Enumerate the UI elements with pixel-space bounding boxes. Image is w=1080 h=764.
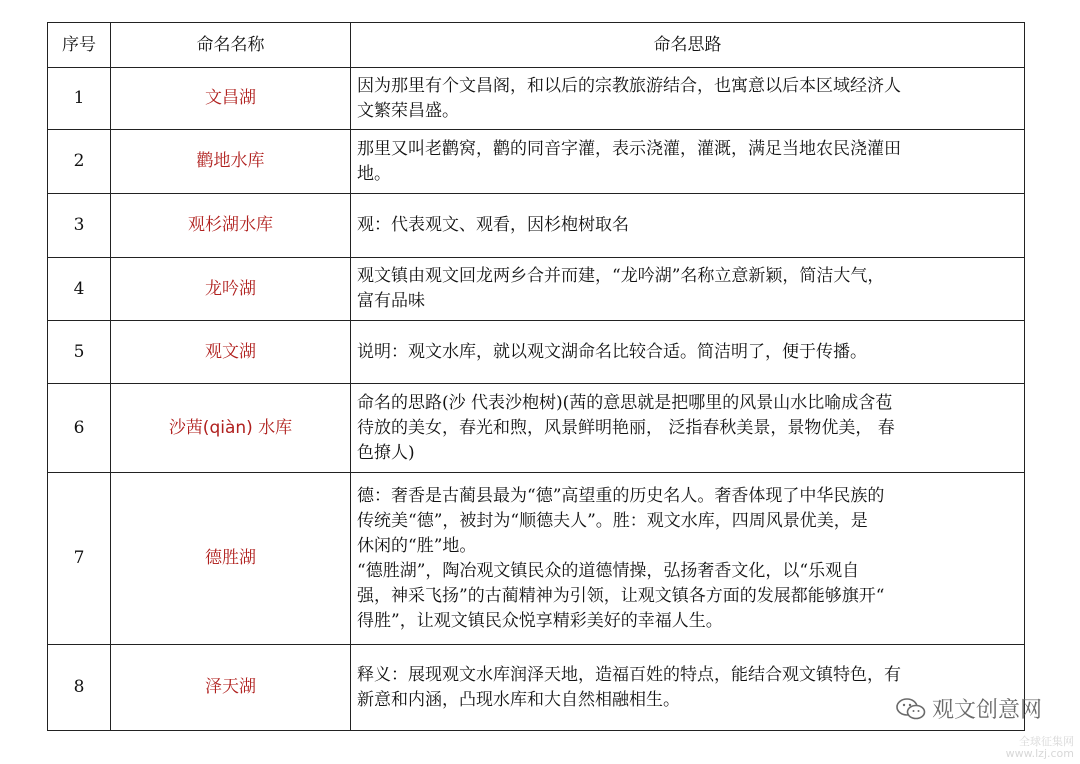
table-row (48, 68, 1025, 130)
header-idea: 命名思路 (351, 23, 1025, 68)
idea-line: 文繁荣昌盛。 (357, 100, 459, 121)
table-row (48, 130, 1025, 194)
row-number: 1 (48, 68, 111, 130)
row-idea (351, 194, 1025, 258)
site-mark (1006, 736, 1074, 760)
idea-line: 德：奢香是古蔺县最为“德”高望重的历史名人。奢香体现了中华民族的 (357, 485, 885, 506)
idea-line: 得胜”，让观文镇民众悦享精彩美好的幸福人生。 (357, 610, 723, 631)
idea-line: 释义：展现观文水库润泽天地，造福百姓的特点，能结合观文镇特色，有 (357, 664, 901, 685)
site-mark-line2: www.lzj.com (1005, 747, 1074, 760)
idea-line: 观文镇由观文回龙两乡合并而建，“龙吟湖”名称立意新颖，简洁大气， (357, 266, 885, 286)
idea-line: 那里又叫老鹳窝，鹳的同音字灌，表示浇灌，灌溉，满足当地农民浇灌田 (357, 138, 901, 159)
header-number: 序号 (48, 23, 111, 68)
idea-line: 新意和内涵，凸现水库和大自然相融相生。 (357, 689, 680, 710)
watermark-text: 观文创意网 (931, 698, 1042, 723)
row-number: 4 (48, 258, 111, 321)
row-number: 8 (48, 645, 111, 731)
site-mark-line1: 全球征集网 (1019, 735, 1074, 748)
row-name: 观杉湖水库 (111, 194, 351, 258)
idea-line: 命名的思路(沙 代表沙枹树)(茜的意思就是把哪里的风景山水比喻成含苞 (357, 392, 893, 413)
row-number: 5 (48, 321, 111, 384)
idea-line: 休闲的“胜”地。 (357, 535, 477, 556)
row-idea (351, 130, 1025, 194)
idea-line: 强，神采飞扬”的古蔺精神为引领，让观文镇各方面的发展都能够旗开“ (357, 585, 885, 606)
header-row (48, 23, 1025, 68)
idea-line: 说明：观文水库，就以观文湖命名比较合适。简洁明了，便于传播。 (357, 341, 867, 362)
idea-line: 传统美“德”，被封为“顺德夫人”。胜：观文水库，四周风景优美，是 (357, 510, 868, 531)
table-row (48, 384, 1025, 473)
table-row (48, 321, 1025, 384)
idea-line: 待放的美女，春光和煦，风景鲜明艳丽， 泛指春秋美景，景物优美， 春 (357, 417, 895, 438)
idea-line: 因为那里有个文昌阁，和以后的宗教旅游结合，也寓意以后本区域经济人 (357, 75, 901, 96)
idea-line: 地。 (357, 163, 391, 184)
row-number: 2 (48, 130, 111, 194)
row-name: 沙茜(qiàn) 水库 (111, 384, 351, 473)
row-idea (351, 384, 1025, 473)
idea-line: 色撩人) (357, 442, 415, 463)
table-row (48, 194, 1025, 258)
wechat-icon (896, 697, 926, 721)
row-idea (351, 68, 1025, 130)
row-name: 观文湖 (111, 321, 351, 384)
row-idea (351, 258, 1025, 321)
row-number: 6 (48, 384, 111, 473)
row-name: 鹳地水库 (111, 130, 351, 194)
idea-line: “德胜湖”，陶冶观文镇民众的道德情操，弘扬奢香文化，以“乐观自 (357, 560, 860, 581)
row-number: 7 (48, 473, 111, 645)
naming-table (47, 22, 1025, 731)
table-row (48, 258, 1025, 321)
row-name: 德胜湖 (111, 473, 351, 645)
idea-line: 观：代表观文、观看，因杉枹树取名 (357, 215, 629, 235)
row-name: 龙吟湖 (111, 258, 351, 321)
idea-line: 富有品味 (357, 291, 425, 311)
row-name: 文昌湖 (111, 68, 351, 130)
table-row (48, 473, 1025, 645)
row-number: 3 (48, 194, 111, 258)
row-idea (351, 473, 1025, 645)
watermark (896, 693, 1042, 724)
row-name: 泽天湖 (111, 645, 351, 731)
header-name: 命名名称 (111, 23, 351, 68)
table-row (48, 645, 1025, 731)
row-idea (351, 321, 1025, 384)
